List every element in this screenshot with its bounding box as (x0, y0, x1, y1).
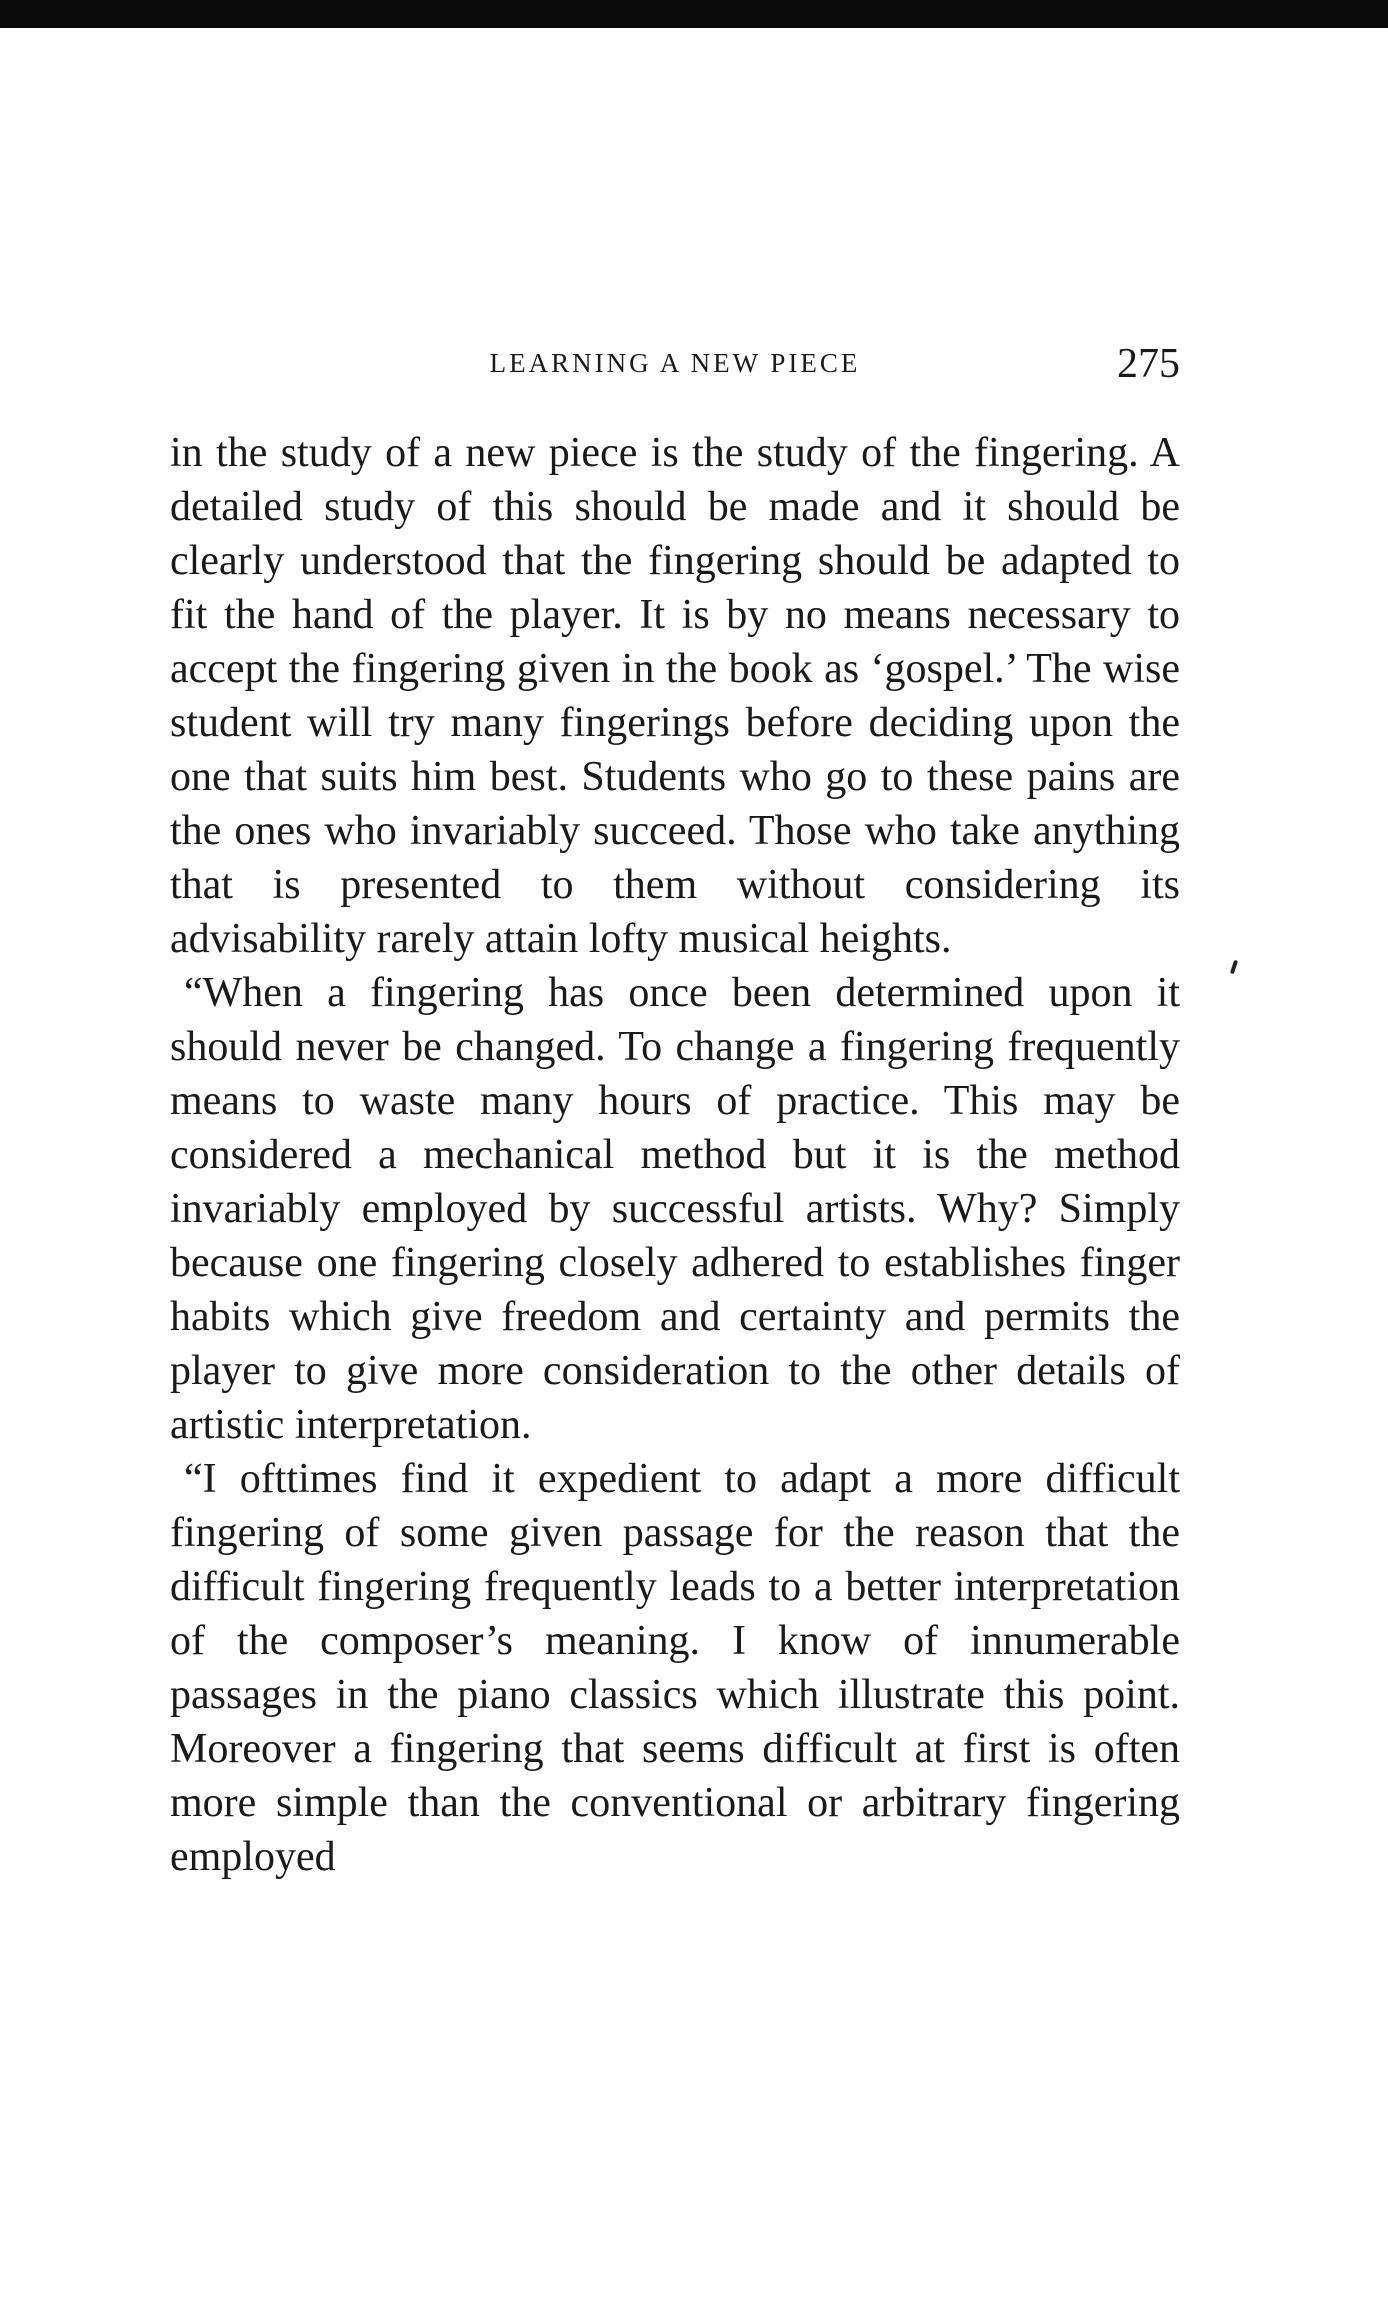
scan-edge (0, 0, 1388, 28)
body-text (170, 426, 1180, 1884)
stray-ink-mark (1230, 960, 1238, 975)
paragraph-3: “I ofttimes find it expedient to adapt a more difficult fingering of some given passage for the reason that the difficult fingering frequently leads to a better interpretation of the composer’s meaning. I know of innumerable passages in the piano classics which illustrate this point. Moreover a fingering that seems difficult at first is often more simple than the conventional or arbitrary fingering employed (170, 1456, 1180, 1880)
page-number: 275 (1117, 341, 1180, 387)
running-title: LEARNING A NEW PIECE (489, 348, 861, 378)
paragraph-1: in the study of a new piece is the study of the fingering. A detailed study of this should be made and it should be clearly understood that the fingering should be adapted to fit the hand of the player. It is by no means necessary to accept the fingering given in the book as ‘gospel.’ The wise student will try many fingerings before deciding upon the one that suits him best. Students who go to these pains are the ones who invariably succeed. Those who take anything that is presented to them without considering its advisability rarely attain lofty musical heights. (170, 430, 1180, 962)
book-page (170, 340, 1180, 1884)
paragraph-2: “When a fingering has once been determined upon it should never be changed. To change a fingering frequently means to waste many hours of practice. This may be considered a mechanical method but it is the method invariably employed by successful artists. Why? Simply because one fingering closely adhered to establishes finger habits which give freedom and certainty and permits the player to give more consideration to the other details of artistic interpretation. (170, 970, 1180, 1448)
running-head (170, 340, 1180, 400)
